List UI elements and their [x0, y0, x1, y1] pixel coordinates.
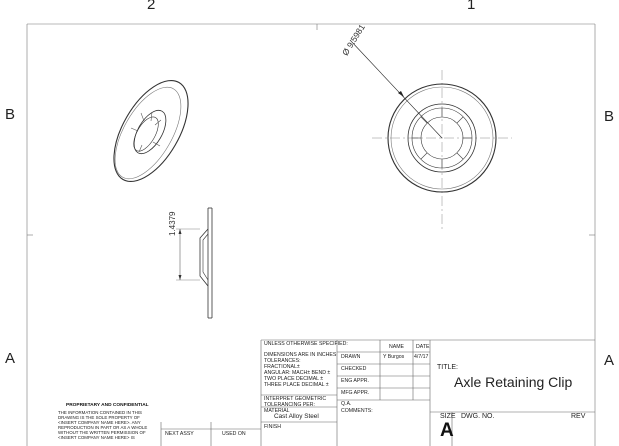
qa-label: Q.A.	[341, 401, 352, 407]
drawing-title: Axle Retaining Clip	[454, 374, 573, 390]
drawn-date: 4/7/17	[414, 354, 429, 360]
material-label: MATERIAL	[264, 408, 290, 414]
drawn-label: DRAWN	[341, 354, 361, 360]
comments-label: COMMENTS:	[341, 408, 373, 414]
dwg-no-label: DWG. NO.	[461, 413, 495, 420]
front-view	[350, 40, 512, 230]
proprietary-line: <INSERT COMPANY NAME HERE>. ANY	[58, 420, 141, 425]
zone-label-left-a: A	[5, 350, 16, 367]
zone-label-left-b: B	[5, 106, 16, 123]
proprietary-line: <INSERT COMPANY NAME HERE> IS	[58, 435, 135, 440]
size-value: A	[440, 420, 454, 441]
proprietary-line: REPRODUCTION IN PART OR AS A WHOLE	[58, 425, 148, 430]
two-place-label: TWO PLACE DECIMAL ±	[264, 376, 324, 382]
date-header: DATE	[416, 344, 430, 350]
fractional-label: FRACTIONAL±	[264, 364, 300, 370]
interpret-geometric-label: INTERPRET GEOMETRIC	[264, 396, 327, 402]
checked-label: CHECKED	[341, 366, 367, 372]
tolerancing-per-label: TOLERANCING PER:	[264, 402, 315, 408]
isometric-view	[99, 69, 203, 194]
title-label: TITLE:	[437, 364, 459, 371]
material-value: Cast Alloy Steel	[274, 413, 319, 420]
zone-label-right-a: A	[604, 352, 615, 369]
mfg-appr-label: MFG APPR.	[341, 390, 370, 396]
name-header: NAME	[389, 344, 404, 350]
finish-label: FINISH	[264, 424, 282, 430]
side-view	[176, 208, 212, 318]
proprietary-line: THE INFORMATION CONTAINED IN THIS	[58, 410, 142, 415]
zone-label-top-1: 1	[467, 0, 476, 13]
dims-in-inches-label: DIMENSIONS ARE IN INCHES	[264, 352, 337, 358]
three-place-label: THREE PLACE DECIMAL ±	[264, 382, 329, 388]
angular-label: ANGULAR: MACH± BEND ±	[264, 370, 331, 376]
eng-appr-label: ENG APPR.	[341, 378, 369, 384]
rev-label: REV	[571, 413, 586, 420]
tolerances-label: TOLERANCES:	[264, 358, 301, 364]
dimension-height: 1.4379	[168, 211, 177, 236]
proprietary-heading: PROPRIETARY AND CONFIDENTIAL	[66, 403, 149, 408]
proprietary-line: WITHOUT THE WRITTEN PERMISSION OF	[58, 430, 146, 435]
used-on-label: USED ON	[222, 431, 246, 437]
zone-label-top-2: 2	[147, 0, 156, 13]
drawn-name: Y Burgos	[383, 354, 405, 360]
unless-specified-label: UNLESS OTHERWISE SPECIFIED:	[264, 341, 348, 347]
next-assy-label: NEXT ASSY	[165, 431, 194, 437]
dimension-diameter: Ø 9.5981	[340, 22, 368, 58]
size-label: SIZE	[440, 413, 456, 420]
zone-label-right-b: B	[604, 108, 615, 125]
proprietary-line: DRAWING IS THE SOLE PROPERTY OF	[58, 415, 140, 420]
